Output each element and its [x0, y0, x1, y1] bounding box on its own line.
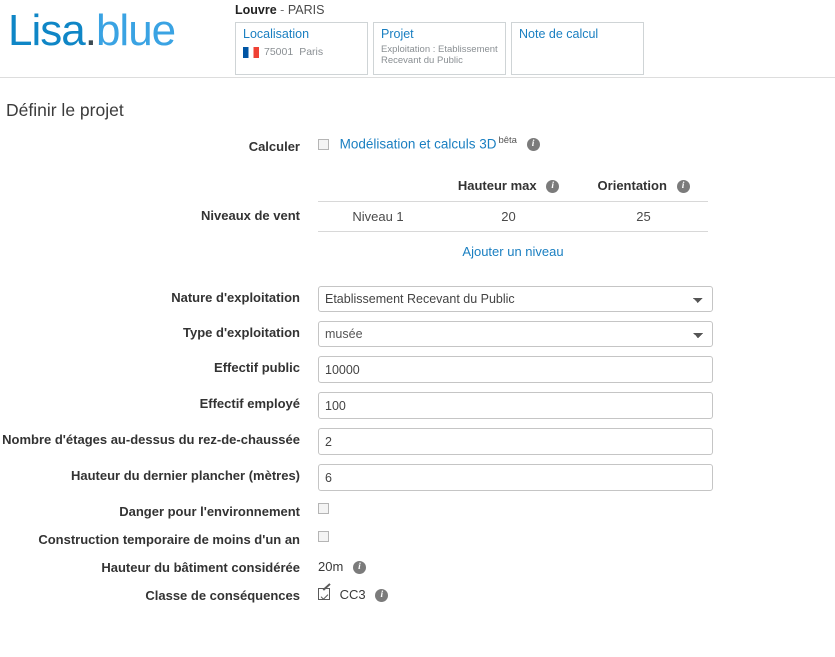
- checkbox-modelisation-3d[interactable]: [318, 139, 329, 150]
- app-logo[interactable]: [8, 6, 175, 56]
- value-hauteur-batiment: 20m: [318, 559, 344, 575]
- wind-levels-table-wrapper: [318, 172, 708, 259]
- label-danger-environnement: Danger pour l'environnement: [119, 504, 300, 520]
- row-nombre-etages: [0, 428, 835, 455]
- field-type-exploitation: [318, 321, 835, 347]
- checked-box-icon: [318, 588, 330, 600]
- tab-localisation-postal: 75001: [264, 46, 294, 58]
- logo-text-lisa: Lisa: [8, 6, 85, 55]
- label-classe-consequences: Classe de conséquences: [145, 588, 300, 604]
- row-niveaux-de-vent: [0, 172, 835, 277]
- logo-text-dot: .: [84, 6, 96, 55]
- label-type-exploitation: Type d'exploitation: [183, 325, 300, 341]
- select-type-exploitation[interactable]: [318, 321, 713, 347]
- col-header-hauteur-max-text: Hauteur max: [457, 178, 537, 193]
- app-header: [0, 0, 835, 78]
- checkbox-danger-environnement[interactable]: [318, 503, 329, 514]
- label-effectif-public: Effectif public: [214, 360, 300, 376]
- tab-localisation-label: Localisation: [243, 27, 310, 41]
- label-modelisation-3d[interactable]: Modélisation et calculs 3D: [339, 136, 497, 152]
- col-header-orientation-text: Orientation: [597, 178, 667, 193]
- field-hauteur-dernier-plancher: [318, 464, 835, 491]
- tab-localisation-location: [243, 46, 360, 58]
- row-calculer: [0, 135, 835, 154]
- info-icon-orientation[interactable]: i: [677, 180, 690, 193]
- row-classe-consequences: [0, 584, 835, 603]
- info-icon-hauteur-max[interactable]: i: [546, 180, 559, 193]
- value-classe-consequences: CC3: [339, 587, 366, 603]
- project-breadcrumb: [235, 3, 324, 17]
- beta-badge: bêta: [498, 135, 517, 146]
- cell-orientation[interactable]: 25: [579, 202, 708, 232]
- label-niveaux-de-vent: Niveaux de vent: [201, 208, 300, 223]
- label-construction-temporaire: Construction temporaire de moins d'un an: [38, 532, 300, 548]
- label-hauteur-batiment: Hauteur du bâtiment considérée: [101, 560, 300, 576]
- row-danger-environnement: [0, 500, 835, 519]
- label-hauteur-dernier-plancher: Hauteur du dernier plancher (mètres): [71, 468, 300, 484]
- row-nature-exploitation: [0, 286, 835, 312]
- field-effectif-public: [318, 356, 835, 383]
- field-calculer: [318, 135, 835, 151]
- input-nombre-etages[interactable]: [318, 428, 713, 455]
- table-row: [318, 202, 708, 232]
- project-city: PARIS: [287, 3, 325, 17]
- add-level-link[interactable]: Ajouter un niveau: [462, 244, 564, 260]
- tab-note-de-calcul-label: Note de calcul: [519, 27, 599, 41]
- input-effectif-public[interactable]: [318, 356, 713, 383]
- tab-localisation[interactable]: [235, 22, 368, 75]
- select-nature-exploitation[interactable]: [318, 286, 713, 312]
- fr-flag-icon: [243, 47, 259, 58]
- tab-projet[interactable]: [373, 22, 506, 75]
- tab-note-de-calcul[interactable]: [511, 22, 644, 75]
- tab-bar: [235, 22, 644, 75]
- col-header-orientation: [579, 172, 708, 202]
- row-hauteur-dernier-plancher: [0, 464, 835, 491]
- cell-hauteur-max[interactable]: 20: [438, 202, 579, 232]
- add-level-container: [318, 244, 708, 259]
- input-hauteur-dernier-plancher[interactable]: [318, 464, 713, 491]
- col-header-niveau: [318, 172, 438, 202]
- logo-text-blue: blue: [95, 6, 176, 55]
- col-header-hauteur-max: [438, 172, 579, 202]
- page-title: Définir le projet: [6, 100, 124, 120]
- field-niveaux-de-vent: [318, 172, 835, 277]
- input-effectif-employe[interactable]: [318, 392, 713, 419]
- info-icon-classe-consequences[interactable]: i: [375, 589, 388, 602]
- tab-projet-label: Projet: [381, 27, 414, 41]
- cell-niveau: Niveau 1: [318, 202, 438, 232]
- project-form: [0, 135, 835, 603]
- field-effectif-employe: [318, 392, 835, 419]
- project-name: Louvre: [235, 3, 277, 17]
- info-icon-modelisation-3d[interactable]: i: [527, 138, 540, 151]
- row-effectif-public: [0, 356, 835, 383]
- row-hauteur-batiment: [0, 556, 835, 575]
- label-calculer: Calculer: [248, 139, 300, 154]
- row-type-exploitation: [0, 321, 835, 347]
- label-effectif-employe: Effectif employé: [199, 396, 300, 412]
- tab-localisation-city: Paris: [299, 46, 324, 58]
- row-effectif-employe: [0, 392, 835, 419]
- field-nature-exploitation: [318, 286, 835, 312]
- tab-projet-subtitle: Exploitation : Etablissement Recevant du Public: [381, 44, 498, 66]
- field-danger-environnement: [318, 500, 835, 515]
- label-nature-exploitation: Nature d'exploitation: [171, 290, 300, 306]
- row-construction-temporaire: [0, 528, 835, 547]
- info-icon-hauteur-batiment[interactable]: i: [353, 561, 366, 574]
- field-classe-consequences: [318, 584, 835, 602]
- field-nombre-etages: [318, 428, 835, 455]
- wind-levels-table: [318, 172, 708, 232]
- field-hauteur-batiment: [318, 556, 835, 574]
- label-nombre-etages: Nombre d'étages au-dessus du rez-de-chaussée: [2, 432, 300, 448]
- breadcrumb-separator: -: [280, 3, 285, 17]
- checkbox-construction-temporaire[interactable]: [318, 531, 329, 542]
- table-header-row: [318, 172, 708, 202]
- field-construction-temporaire: [318, 528, 835, 543]
